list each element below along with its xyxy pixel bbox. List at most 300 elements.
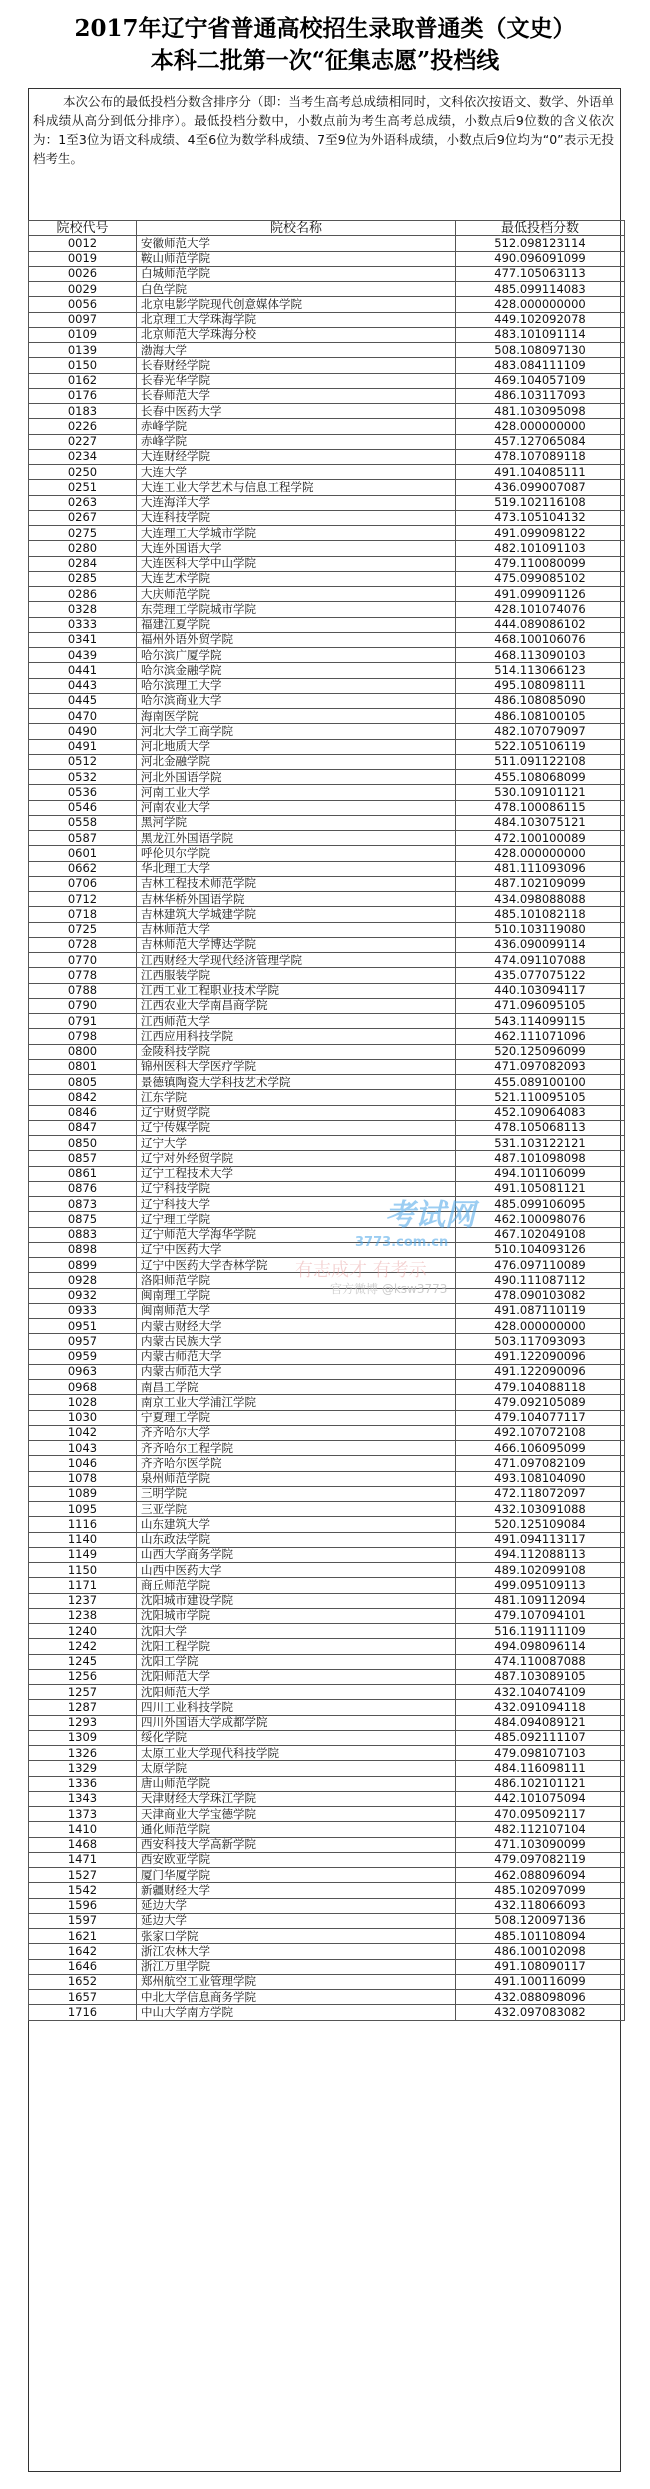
table-row <box>29 770 625 785</box>
min-score-cell: 472.100100089 <box>456 831 625 846</box>
table-row <box>29 1822 625 1837</box>
table-row <box>29 953 625 968</box>
min-score-cell: 482.101091103 <box>456 541 625 556</box>
min-score-cell: 481.103095098 <box>456 404 625 419</box>
school-code-cell: 0263 <box>29 495 137 510</box>
min-score-cell: 485.099106095 <box>456 1197 625 1212</box>
school-code-cell: 1046 <box>29 1456 137 1471</box>
min-score-cell: 484.094089121 <box>456 1715 625 1730</box>
table-row <box>29 556 625 571</box>
table-row <box>29 1715 625 1730</box>
min-score-cell: 442.101075094 <box>456 1791 625 1806</box>
school-code-cell: 0963 <box>29 1364 137 1379</box>
table-row <box>29 937 625 952</box>
table-row <box>29 1578 625 1593</box>
school-name-cell: 沈阳城市建设学院 <box>137 1593 456 1608</box>
min-score-cell: 520.125096099 <box>456 1044 625 1059</box>
min-score-cell: 432.104074109 <box>456 1685 625 1700</box>
school-name-cell: 南昌工学院 <box>137 1380 456 1395</box>
school-code-cell: 0601 <box>29 846 137 861</box>
table-row <box>29 1471 625 1486</box>
table-row <box>29 648 625 663</box>
table-row <box>29 785 625 800</box>
table-row <box>29 739 625 754</box>
table-row <box>29 1044 625 1059</box>
school-name-cell: 内蒙古民族大学 <box>137 1334 456 1349</box>
school-name-cell: 渤海大学 <box>137 343 456 358</box>
min-score-cell: 436.099007087 <box>456 480 625 495</box>
min-score-cell: 490.096091099 <box>456 251 625 266</box>
school-name-cell: 赤峰学院 <box>137 419 456 434</box>
school-code-cell: 0899 <box>29 1258 137 1273</box>
table-row <box>29 1883 625 1898</box>
school-code-cell: 1596 <box>29 1898 137 1913</box>
school-code-cell: 0957 <box>29 1334 137 1349</box>
table-row <box>29 1746 625 1761</box>
school-code-cell: 0109 <box>29 327 137 342</box>
table-row <box>29 312 625 327</box>
table-row <box>29 1166 625 1181</box>
school-code-cell: 0162 <box>29 373 137 388</box>
school-code-cell: 0012 <box>29 236 137 251</box>
min-score-cell: 432.091094118 <box>456 1700 625 1715</box>
school-name-cell: 浙江万里学院 <box>137 1959 456 1974</box>
table-row <box>29 1029 625 1044</box>
min-score-cell: 486.108100105 <box>456 709 625 724</box>
table-row <box>29 327 625 342</box>
school-name-cell: 延边大学 <box>137 1898 456 1913</box>
table-row <box>29 480 625 495</box>
school-name-cell: 长春师范大学 <box>137 388 456 403</box>
school-code-cell: 1343 <box>29 1791 137 1806</box>
min-score-cell: 478.107089118 <box>456 449 625 464</box>
min-score-cell: 485.101082118 <box>456 907 625 922</box>
min-score-cell: 455.089100100 <box>456 1075 625 1090</box>
min-score-cell: 452.109064083 <box>456 1105 625 1120</box>
header-school-name: 院校名称 <box>137 221 456 236</box>
school-code-cell: 0932 <box>29 1288 137 1303</box>
school-name-cell: 山东政法学院 <box>137 1532 456 1547</box>
table-row <box>29 1014 625 1029</box>
school-code-cell: 0445 <box>29 693 137 708</box>
school-name-cell: 三亚学院 <box>137 1502 456 1517</box>
table-row <box>29 1898 625 1913</box>
school-code-cell: 0790 <box>29 998 137 1013</box>
school-code-cell: 0328 <box>29 602 137 617</box>
min-score-cell: 483.101091114 <box>456 327 625 342</box>
min-score-cell: 482.112107104 <box>456 1822 625 1837</box>
school-name-cell: 大连外国语大学 <box>137 541 456 556</box>
school-code-cell: 0928 <box>29 1273 137 1288</box>
min-score-cell: 519.102116108 <box>456 495 625 510</box>
table-row <box>29 1807 625 1822</box>
school-code-cell: 1597 <box>29 1913 137 1928</box>
min-score-cell: 510.103119080 <box>456 922 625 937</box>
min-score-cell: 473.105104132 <box>456 510 625 525</box>
min-score-cell: 428.000000000 <box>456 297 625 312</box>
min-score-cell: 494.112088113 <box>456 1547 625 1562</box>
school-name-cell: 吉林师范大学博达学院 <box>137 937 456 952</box>
school-code-cell: 1336 <box>29 1776 137 1791</box>
table-row <box>29 1364 625 1379</box>
school-name-cell: 辽宁理工学院 <box>137 1212 456 1227</box>
school-code-cell: 1238 <box>29 1608 137 1623</box>
table-row <box>29 1425 625 1440</box>
table-row <box>29 1837 625 1852</box>
school-name-cell: 江西工业工程职业技术学院 <box>137 983 456 998</box>
school-name-cell: 辽宁工程技术大学 <box>137 1166 456 1181</box>
min-score-cell: 475.099085102 <box>456 571 625 586</box>
school-code-cell: 1078 <box>29 1471 137 1486</box>
school-name-cell: 河南工业大学 <box>137 785 456 800</box>
min-score-cell: 486.108085090 <box>456 693 625 708</box>
school-code-cell: 0441 <box>29 663 137 678</box>
table-row <box>29 251 625 266</box>
school-code-cell: 1140 <box>29 1532 137 1547</box>
table-row <box>29 266 625 281</box>
table-header-row <box>29 221 625 236</box>
school-code-cell: 0712 <box>29 892 137 907</box>
school-name-cell: 辽宁财贸学院 <box>137 1105 456 1120</box>
school-code-cell: 1256 <box>29 1669 137 1684</box>
min-score-cell: 434.098088088 <box>456 892 625 907</box>
school-code-cell: 0857 <box>29 1151 137 1166</box>
school-code-cell: 0847 <box>29 1120 137 1135</box>
school-name-cell: 金陵科技学院 <box>137 1044 456 1059</box>
table-row <box>29 419 625 434</box>
min-score-cell: 491.122090096 <box>456 1364 625 1379</box>
school-code-cell: 1030 <box>29 1410 137 1425</box>
school-code-cell: 0800 <box>29 1044 137 1059</box>
school-code-cell: 0706 <box>29 876 137 891</box>
school-name-cell: 白色学院 <box>137 282 456 297</box>
school-name-cell: 大连大学 <box>137 465 456 480</box>
school-name-cell: 西安欧亚学院 <box>137 1852 456 1867</box>
table-row <box>29 1075 625 1090</box>
school-name-cell: 大连理工大学城市学院 <box>137 526 456 541</box>
school-code-cell: 0805 <box>29 1075 137 1090</box>
school-name-cell: 江西农业大学南昌商学院 <box>137 998 456 1013</box>
table-row <box>29 1624 625 1639</box>
school-code-cell: 1095 <box>29 1502 137 1517</box>
table-row <box>29 1410 625 1425</box>
school-name-cell: 西安科技大学高新学院 <box>137 1837 456 1852</box>
table-row <box>29 1395 625 1410</box>
min-score-cell: 474.110087088 <box>456 1654 625 1669</box>
min-score-cell: 462.100098076 <box>456 1212 625 1227</box>
school-name-cell: 中山大学南方学院 <box>137 2005 456 2020</box>
school-code-cell: 0019 <box>29 251 137 266</box>
table-row <box>29 800 625 815</box>
min-score-cell: 490.111087112 <box>456 1273 625 1288</box>
school-name-cell: 大连工业大学艺术与信息工程学院 <box>137 480 456 495</box>
table-row <box>29 1791 625 1806</box>
school-code-cell: 1293 <box>29 1715 137 1730</box>
school-name-cell: 北京理工大学珠海学院 <box>137 312 456 327</box>
school-name-cell: 吉林华桥外国语学院 <box>137 892 456 907</box>
min-score-cell: 512.098123114 <box>456 236 625 251</box>
min-score-cell: 491.094113117 <box>456 1532 625 1547</box>
school-code-cell: 1287 <box>29 1700 137 1715</box>
min-score-cell: 481.111093096 <box>456 861 625 876</box>
school-code-cell: 0284 <box>29 556 137 571</box>
school-name-cell: 沈阳城市学院 <box>137 1608 456 1623</box>
min-score-cell: 522.105106119 <box>456 739 625 754</box>
min-score-cell: 508.120097136 <box>456 1913 625 1928</box>
min-score-cell: 479.104088118 <box>456 1380 625 1395</box>
table-row <box>29 876 625 891</box>
school-name-cell: 沈阳工程学院 <box>137 1639 456 1654</box>
table-row <box>29 1273 625 1288</box>
school-code-cell: 1527 <box>29 1868 137 1883</box>
min-score-cell: 485.092111107 <box>456 1730 625 1745</box>
table-row <box>29 709 625 724</box>
min-score-cell: 435.077075122 <box>456 968 625 983</box>
table-row <box>29 968 625 983</box>
min-score-cell: 531.103122121 <box>456 1136 625 1151</box>
school-name-cell: 白城师范学院 <box>137 266 456 281</box>
page-title: 2017年辽宁省普通高校招生录取普通类（文史） <box>74 15 576 42</box>
school-name-cell: 浙江农林大学 <box>137 1944 456 1959</box>
min-score-cell: 485.101108094 <box>456 1929 625 1944</box>
school-code-cell: 1329 <box>29 1761 137 1776</box>
min-score-cell: 484.116098111 <box>456 1761 625 1776</box>
school-name-cell: 东莞理工学院城市学院 <box>137 602 456 617</box>
min-score-cell: 491.104085111 <box>456 465 625 480</box>
min-score-cell: 428.000000000 <box>456 1319 625 1334</box>
table-row <box>29 434 625 449</box>
school-name-cell: 宁夏理工学院 <box>137 1410 456 1425</box>
school-name-cell: 哈尔滨商业大学 <box>137 693 456 708</box>
school-code-cell: 0275 <box>29 526 137 541</box>
school-name-cell: 太原工业大学现代科技学院 <box>137 1746 456 1761</box>
school-name-cell: 大庆师范学院 <box>137 587 456 602</box>
school-code-cell: 0490 <box>29 724 137 739</box>
school-code-cell: 1373 <box>29 1807 137 1822</box>
min-score-cell: 428.000000000 <box>456 846 625 861</box>
table-row <box>29 465 625 480</box>
table-row <box>29 922 625 937</box>
school-name-cell: 哈尔滨理工大学 <box>137 678 456 693</box>
school-code-cell: 0285 <box>29 571 137 586</box>
school-code-cell: 0587 <box>29 831 137 846</box>
school-code-cell: 0801 <box>29 1059 137 1074</box>
school-code-cell: 1237 <box>29 1593 137 1608</box>
school-code-cell: 1150 <box>29 1563 137 1578</box>
min-score-cell: 482.107079097 <box>456 724 625 739</box>
school-name-cell: 沈阳工学院 <box>137 1654 456 1669</box>
table-row <box>29 1685 625 1700</box>
school-code-cell: 0876 <box>29 1181 137 1196</box>
school-code-cell: 0029 <box>29 282 137 297</box>
table-row <box>29 1913 625 1928</box>
school-name-cell: 呼伦贝尔学院 <box>137 846 456 861</box>
table-row <box>29 495 625 510</box>
min-score-cell: 479.107094101 <box>456 1608 625 1623</box>
table-row <box>29 373 625 388</box>
school-name-cell: 四川外国语大学成都学院 <box>137 1715 456 1730</box>
min-score-cell: 466.106095099 <box>456 1441 625 1456</box>
school-code-cell: 0183 <box>29 404 137 419</box>
min-score-cell: 485.099114083 <box>456 282 625 297</box>
school-name-cell: 大连财经学院 <box>137 449 456 464</box>
school-name-cell: 江西应用科技学院 <box>137 1029 456 1044</box>
school-name-cell: 吉林师范大学 <box>137 922 456 937</box>
school-code-cell: 1028 <box>29 1395 137 1410</box>
min-score-cell: 514.113066123 <box>456 663 625 678</box>
school-code-cell: 0150 <box>29 358 137 373</box>
table-row <box>29 2005 625 2020</box>
school-name-cell: 山西中医药大学 <box>137 1563 456 1578</box>
min-score-cell: 491.100116099 <box>456 1974 625 1989</box>
school-name-cell: 辽宁科技大学 <box>137 1197 456 1212</box>
school-name-cell: 沈阳师范大学 <box>137 1669 456 1684</box>
school-name-cell: 辽宁师范大学海华学院 <box>137 1227 456 1242</box>
school-code-cell: 0788 <box>29 983 137 998</box>
min-score-cell: 486.102101121 <box>456 1776 625 1791</box>
min-score-cell: 489.102099108 <box>456 1563 625 1578</box>
school-code-cell: 0536 <box>29 785 137 800</box>
min-score-cell: 462.088096094 <box>456 1868 625 1883</box>
table-row <box>29 1852 625 1867</box>
school-name-cell: 天津财经大学珠江学院 <box>137 1791 456 1806</box>
school-code-cell: 0512 <box>29 754 137 769</box>
school-name-cell: 北京电影学院现代创意媒体学院 <box>137 297 456 312</box>
school-code-cell: 1149 <box>29 1547 137 1562</box>
min-score-cell: 471.103090099 <box>456 1837 625 1852</box>
watermark-slogan: 有志成才 有考示 <box>295 1260 427 1281</box>
table-row <box>29 846 625 861</box>
school-code-cell: 0875 <box>29 1212 137 1227</box>
school-code-cell: 1471 <box>29 1852 137 1867</box>
table-row <box>29 1929 625 1944</box>
table-row <box>29 1669 625 1684</box>
school-code-cell: 1043 <box>29 1441 137 1456</box>
table-row <box>29 1303 625 1318</box>
table-row <box>29 1212 625 1227</box>
min-score-cell: 530.109101121 <box>456 785 625 800</box>
school-name-cell: 长春财经学院 <box>137 358 456 373</box>
table-row <box>29 1639 625 1654</box>
table-row <box>29 1486 625 1501</box>
table-row <box>29 1090 625 1105</box>
table-row <box>29 1456 625 1471</box>
table-row <box>29 1608 625 1623</box>
school-name-cell: 黑河学院 <box>137 815 456 830</box>
school-name-cell: 景德镇陶瓷大学科技艺术学院 <box>137 1075 456 1090</box>
school-name-cell: 沈阳大学 <box>137 1624 456 1639</box>
school-code-cell: 1240 <box>29 1624 137 1639</box>
min-score-cell: 476.097110089 <box>456 1258 625 1273</box>
min-score-cell: 471.097082109 <box>456 1456 625 1471</box>
school-name-cell: 齐齐哈尔医学院 <box>137 1456 456 1471</box>
min-score-cell: 486.103117093 <box>456 388 625 403</box>
school-code-cell: 0286 <box>29 587 137 602</box>
school-code-cell: 1116 <box>29 1517 137 1532</box>
school-code-cell: 0176 <box>29 388 137 403</box>
table-row <box>29 693 625 708</box>
school-code-cell: 1171 <box>29 1578 137 1593</box>
school-name-cell: 河北外国语学院 <box>137 770 456 785</box>
school-name-cell: 江西师范大学 <box>137 1014 456 1029</box>
table-row <box>29 1593 625 1608</box>
school-name-cell: 商丘师范学院 <box>137 1578 456 1593</box>
table-row <box>29 1532 625 1547</box>
table-row <box>29 724 625 739</box>
min-score-cell: 478.105068113 <box>456 1120 625 1135</box>
school-name-cell: 辽宁科技学院 <box>137 1181 456 1196</box>
table-row <box>29 1730 625 1745</box>
table-row <box>29 1151 625 1166</box>
school-code-cell: 0798 <box>29 1029 137 1044</box>
min-score-cell: 487.103089105 <box>456 1669 625 1684</box>
school-name-cell: 锦州医科大学医疗学院 <box>137 1059 456 1074</box>
min-score-cell: 428.101074076 <box>456 602 625 617</box>
min-score-cell: 508.108097130 <box>456 343 625 358</box>
min-score-cell: 470.095092117 <box>456 1807 625 1822</box>
school-name-cell: 沈阳师范大学 <box>137 1685 456 1700</box>
school-code-cell: 0491 <box>29 739 137 754</box>
table-row <box>29 1974 625 1989</box>
school-name-cell: 辽宁中医药大学 <box>137 1242 456 1257</box>
table-row <box>29 1349 625 1364</box>
min-score-cell: 494.101106099 <box>456 1166 625 1181</box>
school-code-cell: 1257 <box>29 1685 137 1700</box>
school-code-cell: 0341 <box>29 632 137 647</box>
min-score-cell: 479.092105089 <box>456 1395 625 1410</box>
table-row <box>29 1059 625 1074</box>
school-name-cell: 太原学院 <box>137 1761 456 1776</box>
table-row <box>29 815 625 830</box>
school-name-cell: 内蒙古师范大学 <box>137 1364 456 1379</box>
school-code-cell: 0791 <box>29 1014 137 1029</box>
table-row <box>29 1761 625 1776</box>
min-score-cell: 491.099091126 <box>456 587 625 602</box>
table-body <box>29 236 625 2020</box>
table-row <box>29 1441 625 1456</box>
table-row <box>29 1288 625 1303</box>
min-score-cell: 440.103094117 <box>456 983 625 998</box>
school-name-cell: 辽宁传媒学院 <box>137 1120 456 1135</box>
min-score-cell: 477.105063113 <box>456 266 625 281</box>
school-name-cell: 河南农业大学 <box>137 800 456 815</box>
school-name-cell: 河北地质大学 <box>137 739 456 754</box>
school-name-cell: 哈尔滨广厦学院 <box>137 648 456 663</box>
school-name-cell: 厦门华厦学院 <box>137 1868 456 1883</box>
school-code-cell: 1089 <box>29 1486 137 1501</box>
min-score-cell: 487.102109099 <box>456 876 625 891</box>
admission-score-table <box>28 220 625 2021</box>
min-score-cell: 491.087110119 <box>456 1303 625 1318</box>
school-name-cell: 南京工业大学浦江学院 <box>137 1395 456 1410</box>
school-code-cell: 0725 <box>29 922 137 937</box>
min-score-cell: 511.091122108 <box>456 754 625 769</box>
school-code-cell: 0443 <box>29 678 137 693</box>
school-name-cell: 齐齐哈尔大学 <box>137 1425 456 1440</box>
min-score-cell: 471.097082093 <box>456 1059 625 1074</box>
min-score-cell: 487.101098098 <box>456 1151 625 1166</box>
min-score-cell: 495.108098111 <box>456 678 625 693</box>
school-name-cell: 江东学院 <box>137 1090 456 1105</box>
page-subtitle: 本科二批第一次“征集志愿”投档线 <box>150 47 500 74</box>
school-code-cell: 0850 <box>29 1136 137 1151</box>
table-row <box>29 861 625 876</box>
table-row <box>29 587 625 602</box>
table-row <box>29 1120 625 1135</box>
min-score-cell: 510.104093126 <box>456 1242 625 1257</box>
school-code-cell: 1646 <box>29 1959 137 1974</box>
table-row <box>29 663 625 678</box>
